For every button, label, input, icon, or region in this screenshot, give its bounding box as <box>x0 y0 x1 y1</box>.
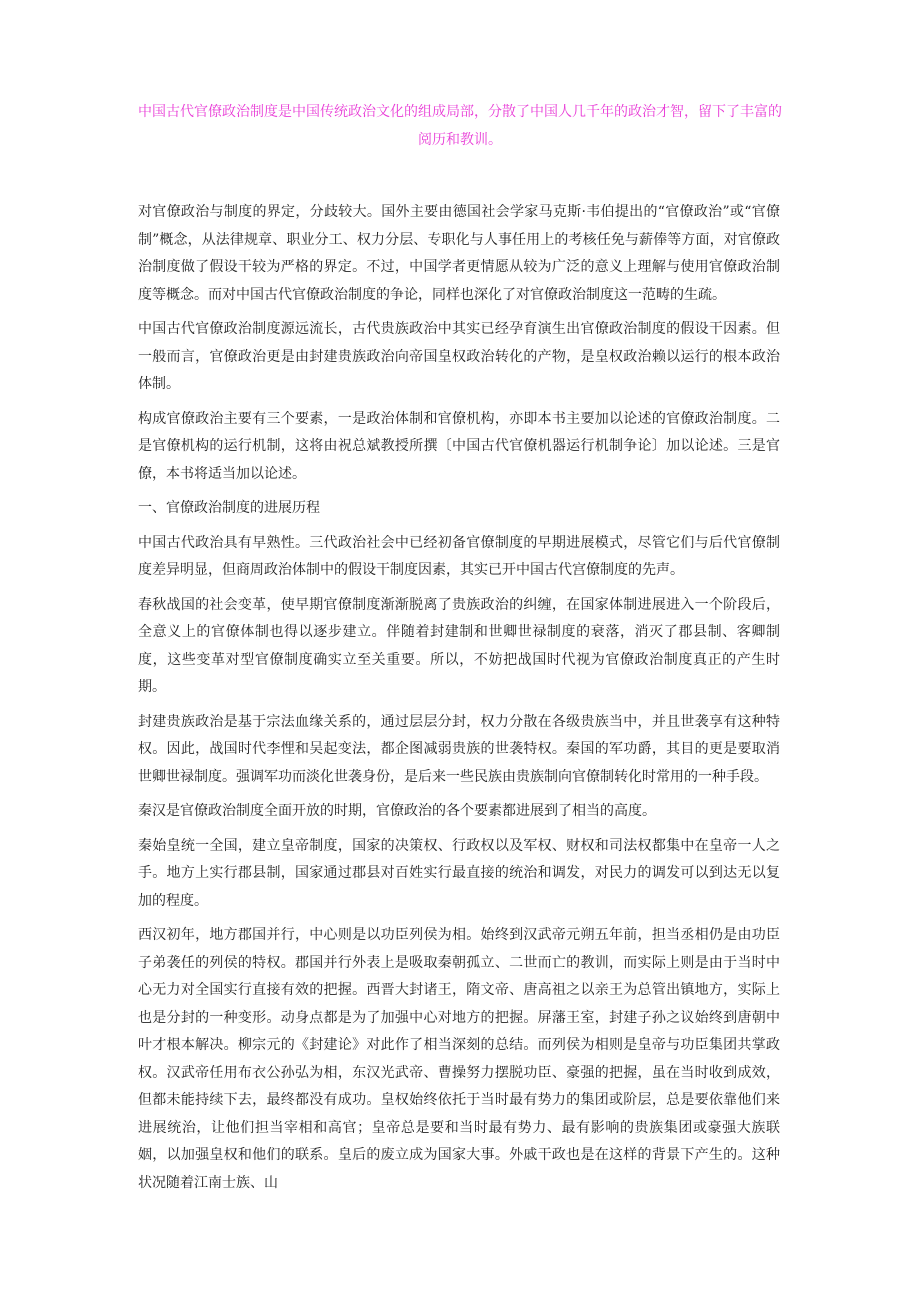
section-heading: 一、官僚政治制度的进展历程 <box>138 500 320 516</box>
paragraph-western-han: 西汉初年，地方郡国并行，中心则是以功臣列侯为相。始终到汉武帝元朔五年前，担当丞相仍是由功臣子弟袭任的列侯的特权。郡国并行外表上是吸取秦朝孤立、二世而亡的教训，而实际上则是由于当时中心无力对全国实行直接有效的把握。西晋大封诸王，隋文帝、唐高祖之以亲王为总管出镇地方，实际上也是分封的一种变形。动身点都是为了加强中心对地方的把握。屏藩王室，封建子孙之议始终到唐朝中叶才根本解决。柳宗元的《封建论》对此作了相当深刻的总结。而列侯为相则是皇帝与功臣集团共掌政权。汉武帝任用布衣公孙弘为相，东汉光武帝、曹操努力摆脱功臣、豪强的把握，虽在当时收到成效，但都未能持续下去，最终都没有成功。皇权始终依托于当时最有势力的集团或阶层，总是要依靠他们来进展统治，让他们担当宰相和高官；皇帝总是要和当时最有势力、最有影响的贵族集团或豪强大族联姻，以加强皇权和他们的联系。皇后的废立成为国家大事。外戚干政也是在这样的背景下产生的。这种状况随着江南士族、山 <box>138 927 780 1191</box>
paragraph-definition: 对官僚政治与制度的界定，分歧较大。国外主要由德国社会学家马克斯·韦伯提出的“官僚政治”或“官僚制”概念，从法律规章、职业分工、权力分层、专职化与人事任用上的考核任免与薪俸等方面，对官僚政治制度做了假设干较为严格的界定。不过，中国学者更情愿从较为广泛的意义上理解与使用官僚政治制度等概念。而对中国古代官僚政治制度的争论，同样也深化了对官僚政治制度这一范畴的生疏。 <box>138 204 780 303</box>
paragraph-qin-han: 秦汉是官僚政治制度全面开放的时期，官僚政治的各个要素都进展到了相当的高度。 <box>138 803 656 819</box>
paragraph-spring-autumn: 春秋战国的社会变革，使早期官僚制度渐渐脱离了贵族政治的纠缠，在国家体制进展进入一个阶段后，全意义上的官僚体制也得以逐步建立。伴随着封建制和世卿世禄制度的衰落，消灭了郡县制、客卿制 度，这些变革对型官僚制度确实立至关重要。所以，不妨把战国时代视为官僚政治制度真正的产生时 期。 <box>138 596 780 695</box>
paragraph-elements: 构成官僚政治主要有三个要素，一是政治体制和官僚机构，亦即本书主要加以论述的官僚政治制度。二是官僚机构的运行机制，这将由祝总斌教授所撰〔中国古代官僚机器运行机制争论〕加以论述。三是官僚，本书将适当加以论述。 <box>138 410 780 482</box>
document-body <box>138 199 780 1204</box>
paragraph-feudal-aristocracy: 封建贵族政治是基于宗法血缘关系的，通过层层分封，权力分散在各级贵族当中，并且世袭享有这种特权。因此，战国时代李悝和吴起变法，都企图减弱贵族的世袭特权。秦国的军功爵，其目的更是要取消世卿世禄制度。强调军功而淡化世袭身份，是后来一些民族由贵族制向官僚制转化时常用的一种手段。 <box>138 713 780 785</box>
paragraph-origins: 中国古代官僚政治制度源远流长，古代贵族政治中其实已经孕育演生出官僚政治制度的假设干因素。但一般而言，官僚政治更是由封建贵族政治向帝国皇权政治转化的产物，是皇权政治赖以运行的根本政治体制。 <box>138 321 780 392</box>
paragraph-qin-shihuang: 秦始皇统一全国，建立皇帝制度，国家的决策权、行政权以及军权、财权和司法权都集中在皇帝一人之手。地方上实行郡县制，国家通过郡县对百姓实行最直接的统治和调发，对民力的调发可以到达无以复加的程度。 <box>138 837 780 909</box>
intro-summary: 中国古代官僚政治制度是中国传统政治文化的组成局部，分散了中国人几千年的政治才智，留下了丰富的阅历和教训。 <box>138 104 782 148</box>
paragraph-early-maturity: 中国古代政治具有早熟性。三代政治社会中已经初备官僚制度的早期进展模式，尽管它们与后代官僚制度差异明显，但商周政治体制中的假设干制度因素，其实已开中国古代宫僚制度的先声。 <box>138 534 780 578</box>
